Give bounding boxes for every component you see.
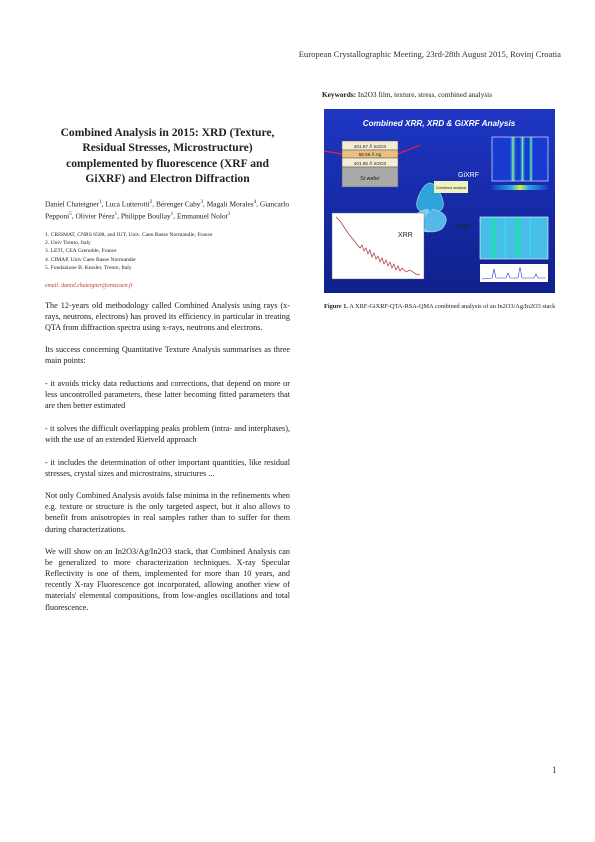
author-list: Daniel Chateigner$^1$, Luca Lutterotti$^2$, Bérenger Caby$^3$, Magali Morales$^4$, Giancarlo Pepponi$^5$, Olivier Pérez$^1$, Philippe Boullay$^1$, Emmanuel Nolot$^3$ <box>45 199 290 221</box>
author-name: Daniel Chateigner <box>45 199 99 209</box>
author-name: Giancarlo Pepponi <box>45 199 290 221</box>
layer-2-label: 58.55 Å Ag <box>358 152 382 157</box>
affiliation-line: 3. LETI, CEA Grenoble, France <box>45 248 117 255</box>
affiliation-line: 2. Univ Trento, Italy <box>45 239 91 246</box>
author-name: Emmanuel Nolot <box>176 211 228 221</box>
left-column <box>45 125 290 624</box>
affiliation-line: 4. CIMAP, Univ Caen Basse Normandie <box>45 256 136 263</box>
affiliation-list <box>45 231 290 273</box>
paper-title: Combined Analysis in 2015: XRD (Texture, Residual Stresses, Microstructure) complemented by fluorescence (XRF and GiXRF) and Electron Diffraction <box>60 126 275 186</box>
author-affiliation-index: 1 <box>170 212 174 218</box>
figure-caption <box>324 302 564 311</box>
xrd-heatmap-bottom <box>480 217 548 282</box>
caption-label: Figure 1. <box>324 303 349 310</box>
abstract-paragraph: Its success concerning Quantitative Texture Analysis summarises as three main points: <box>45 345 290 366</box>
affiliation-line: 1. CRISMAT, CNRS 6508, and IUT, Univ. Caen Basse Normandie, France <box>45 231 213 238</box>
layer-stack <box>342 141 398 187</box>
figure-graphic <box>324 109 555 293</box>
combined-label: Combined analysis <box>435 186 467 190</box>
author-affiliation-index: 3 <box>227 212 231 218</box>
affiliation-line: 5. Fondazione B. Kessler, Trento, Italy <box>45 265 132 272</box>
page-number: 1 <box>552 765 557 775</box>
gixrf-label: GiXRF <box>458 172 479 179</box>
author-affiliation-index: 4 <box>253 199 257 205</box>
abstract-paragraph: - it includes the determination of other important quantities, like residual stresses, crystal sizes and microstrains, structures ... <box>45 457 290 478</box>
abstract-paragraph: We will show on an In2O3/Ag/In2O3 stack, that Combined Analysis can be generalized to more characterization techniques. X-ray Specular Reflectivity is one of them, implemented for more than 10 years, and recently X-ray Fluorescence got incorporated, allowing another view of materials' elemental compositions, from low-angles oscillations and total fluorescence. <box>45 547 290 612</box>
author-affiliation-index: 1 <box>98 199 102 205</box>
caption-text: A XRF-GiXRF-QTA-RSA-QMA combined analysis of an In2O3/Ag/In2O3 stack <box>349 303 556 310</box>
abstract-paragraph: Not only Combined Analysis avoids false minima in the refinements when e.g. texture or structure is the only targeted aspect, but it also allows to benefit from anisotropies in real samples rather than to suffer for them during characterizations. <box>45 491 290 534</box>
layer-3-label: 401.55 Å In2O3 <box>353 161 387 166</box>
contact-email[interactable]: email: daniel.chateigner@ensicaen.fr <box>45 282 133 289</box>
abstract-body <box>45 300 290 613</box>
author-affiliation-index: 3 <box>200 199 203 205</box>
author-name: Olivier Pérez <box>75 211 115 221</box>
layer-4-label: Si wafer <box>360 176 380 182</box>
author-name: Bérenger Caby <box>155 199 201 209</box>
figure-combined-analysis <box>324 109 555 293</box>
author-name: Magali Morales <box>206 199 254 209</box>
author-affiliation-index: 1 <box>114 212 118 218</box>
author-affiliation-index: 5 <box>69 212 72 218</box>
author-name: Philippe Boullay <box>120 211 171 221</box>
xrr-plot <box>332 213 424 279</box>
figure-banner: Combined XRR, XRD & GiXRF Analysis <box>362 119 516 128</box>
xrr-label: XRR <box>398 232 413 239</box>
keywords-label: Keywords: <box>322 90 357 99</box>
keywords-text: In2O3 film, texture, stress, combined analysis <box>357 90 493 99</box>
author-name: Luca Lutterotti <box>105 199 150 209</box>
xrd-label: XRD <box>456 224 471 231</box>
abstract-paragraph: - it avoids tricky data reductions and corrections, that depend on more or less uncontrolled parameters, these latter becoming fitted parameters that are then better estimated <box>45 379 290 411</box>
keywords <box>322 90 562 99</box>
abstract-paragraph: - it solves the difficult overlapping peaks problem (intra- and interphases), with the use of an extended Rietveld approach <box>45 423 290 444</box>
author-affiliation-index: 2 <box>149 199 153 205</box>
layer-1-label: 401.87 Å In2O3 <box>353 144 387 149</box>
abstract-paragraph: The 12-years old methodology called Combined Analysis using rays (x-rays, neutrons, electrons) has proved its efficiency in particular in treating QTA from diffraction spectra using x-rays, neutrons and electrons. <box>45 300 290 332</box>
running-header: European Crystallographic Meeting, 23rd-28th August 2015, Rovinj Croatia <box>298 49 561 59</box>
